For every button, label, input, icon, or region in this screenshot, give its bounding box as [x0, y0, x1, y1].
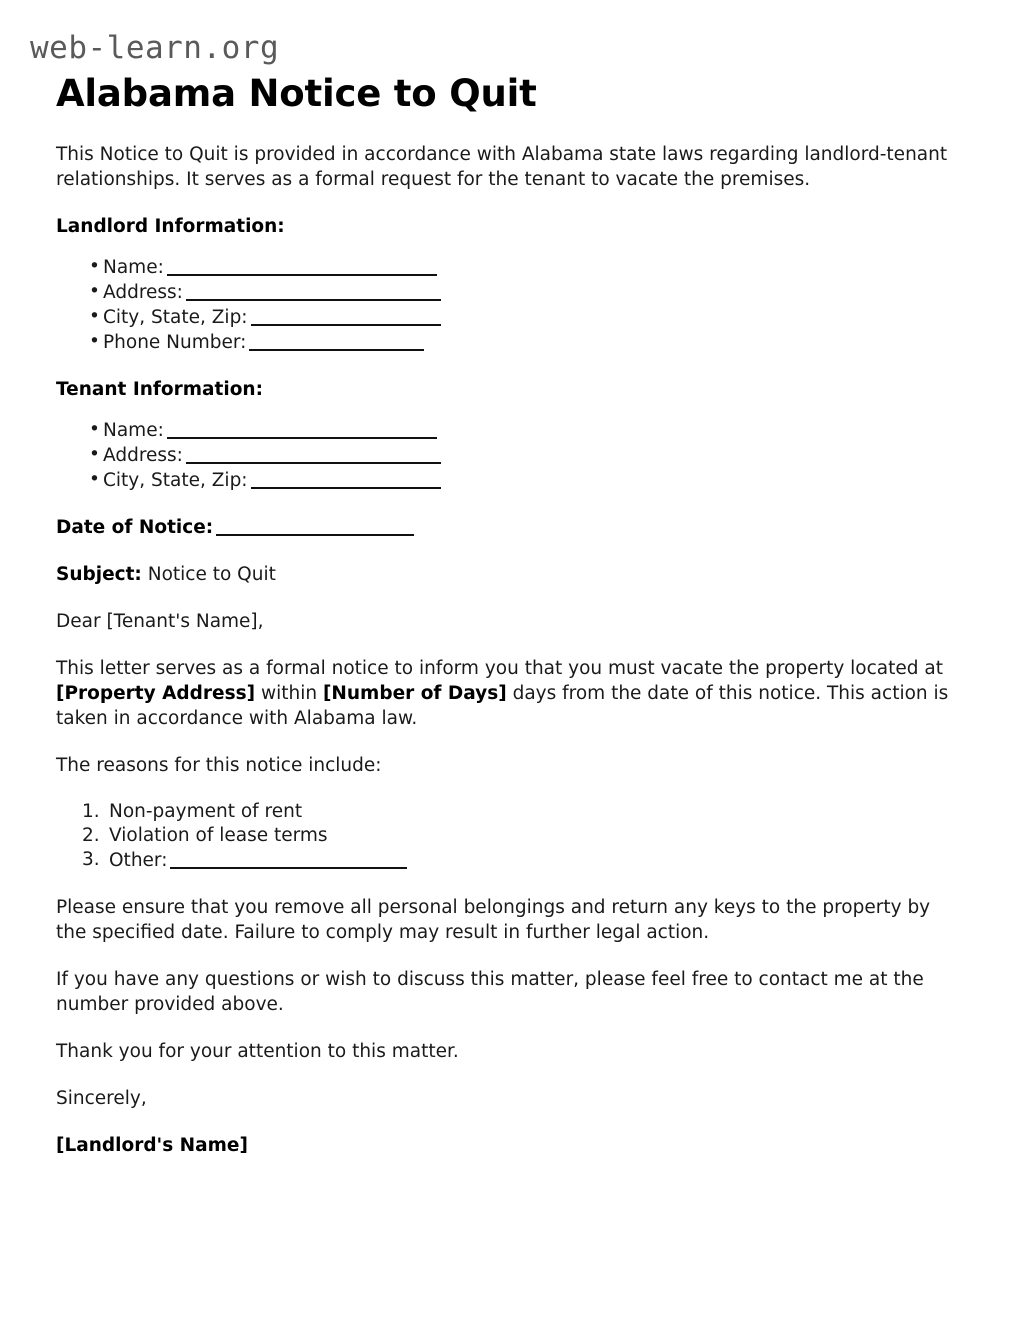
list-item — [89, 305, 962, 330]
list-item — [89, 468, 962, 493]
list-item — [89, 418, 962, 443]
field-label: Name: — [103, 420, 164, 441]
property-address-placeholder: [Property Address] — [56, 683, 256, 704]
list-item — [89, 280, 962, 305]
landlord-city-state-zip-blank[interactable] — [251, 308, 441, 326]
number-of-days-placeholder: [Number of Days] — [322, 683, 507, 704]
closing-paragraph-1: Please ensure that you remove all personal belongings and return any keys to the property by the specified date. Failure to comply may result in further legal action. — [56, 897, 931, 943]
landlord-field-list — [56, 255, 962, 355]
field-label: Address: — [103, 445, 183, 466]
field-label: Name: — [103, 257, 164, 278]
field-label: Address: — [103, 282, 183, 303]
intro-paragraph: This Notice to Quit is provided in accordance with Alabama state laws regarding landlord-tenant relationships. It serves as a formal request for the tenant to vacate the premises. — [56, 144, 948, 190]
landlord-name-placeholder: [Landlord's Name] — [56, 1135, 248, 1156]
field-label: City, State, Zip: — [103, 470, 248, 491]
field-label: City, State, Zip: — [103, 307, 248, 328]
signoff: Sincerely, — [56, 1088, 147, 1109]
tenant-information-heading: Tenant Information: — [56, 379, 263, 400]
subject-label: Subject: — [56, 564, 142, 585]
body-part-1: This letter serves as a formal notice to inform you that you must vacate the property located at — [56, 658, 943, 679]
list-item — [89, 443, 962, 468]
date-of-notice-blank[interactable] — [216, 518, 414, 536]
tenant-name-blank[interactable] — [167, 421, 437, 439]
salutation: Dear [Tenant's Name], — [56, 611, 264, 632]
reason-text: Other: — [109, 850, 168, 871]
subject-value: Notice to Quit — [147, 564, 276, 585]
other-reason-blank[interactable] — [170, 851, 407, 869]
page-title: Alabama Notice to Quit — [56, 72, 537, 115]
landlord-information-heading: Landlord Information: — [56, 216, 285, 237]
landlord-address-blank[interactable] — [186, 283, 441, 301]
list-item — [82, 800, 962, 824]
document-content — [56, 72, 962, 1180]
list-item — [82, 848, 962, 873]
signature-block — [56, 1133, 962, 1158]
closing-paragraph-3: Thank you for your attention to this matter. — [56, 1041, 459, 1062]
field-label: Phone Number: — [103, 332, 247, 353]
closing-paragraph-2: If you have any questions or wish to discuss this matter, please feel free to contact me at the number provided above. — [56, 969, 924, 1015]
tenant-city-state-zip-blank[interactable] — [251, 471, 441, 489]
tenant-address-blank[interactable] — [186, 446, 441, 464]
landlord-phone-blank[interactable] — [249, 333, 424, 351]
reason-text: Non-payment of rent — [109, 801, 303, 822]
body-paragraph — [56, 656, 962, 731]
reason-text: Violation of lease terms — [109, 825, 328, 846]
body-part-2: within — [255, 683, 323, 704]
site-watermark: web-learn.org — [30, 30, 280, 66]
tenant-field-list — [56, 418, 962, 493]
date-of-notice-label: Date of Notice: — [56, 517, 214, 538]
list-item — [82, 824, 962, 848]
body-part-3: days from the date of this notice. This action is taken in accordance with Alabama law. — [56, 683, 949, 729]
list-item — [89, 255, 962, 280]
landlord-name-blank[interactable] — [167, 258, 437, 276]
list-item — [89, 330, 962, 355]
reasons-lead-in: The reasons for this notice include: — [56, 755, 382, 776]
reasons-list — [56, 800, 962, 873]
subject-line — [56, 562, 962, 587]
date-of-notice-line — [56, 515, 962, 540]
